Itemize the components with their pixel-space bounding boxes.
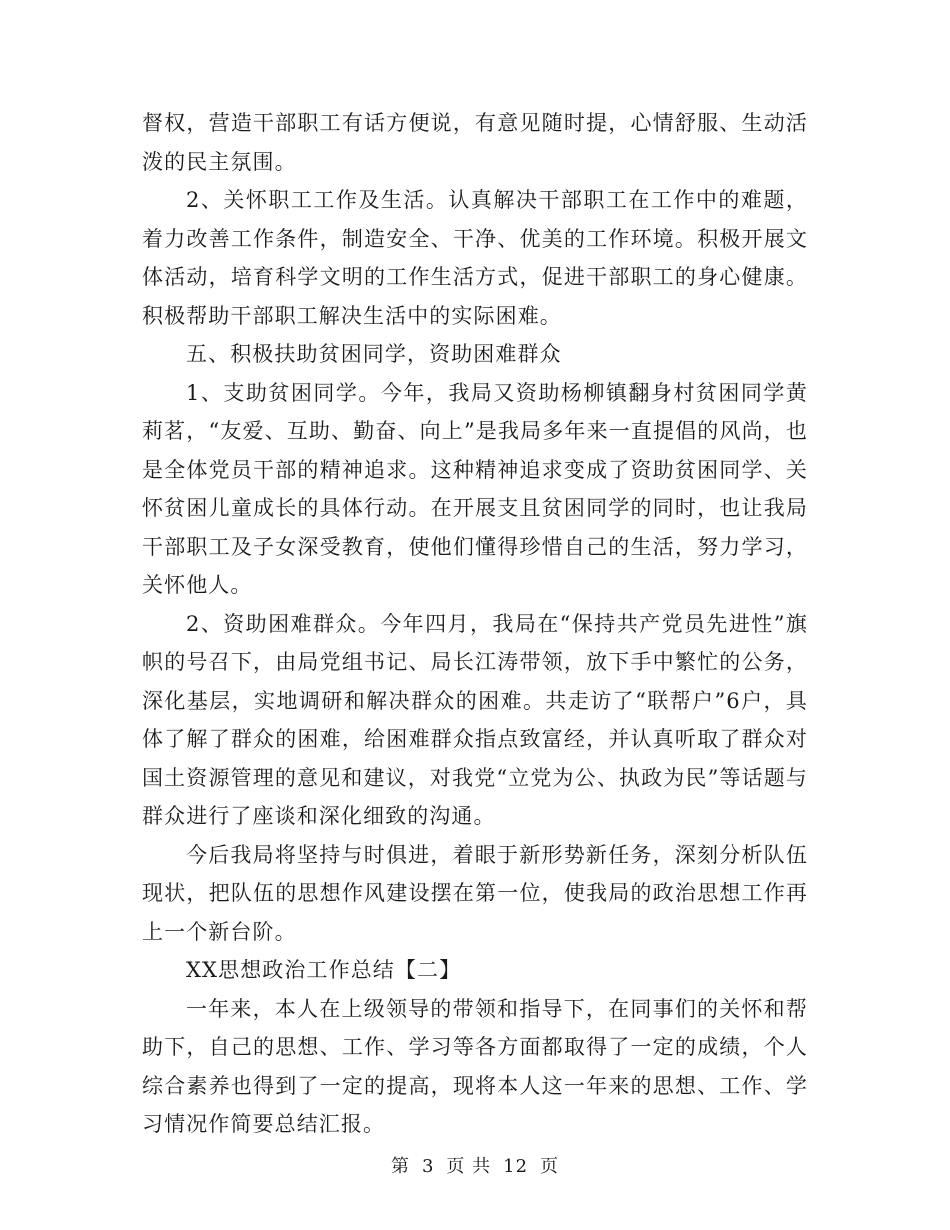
paragraph-6: 一年来，本人在上级领导的带领和指导下，在同事们的关怀和帮助下，自己的思想、工作、学习等各方面都取得了一定的成绩，个人综合素养也得到了一定的提高，现将本人这一年来的思想、工作、学习情况作简要总结汇报。 — [142, 996, 808, 1136]
section-heading-5: 五、积极扶助贫困同学，资助困难群众 — [186, 342, 562, 366]
paragraph-3: 1、支助贫困同学。今年，我局又资助杨柳镇翻身村贫困同学黄莉茗，“友爱、互助、勤奋、向上”是我局多年来一直提倡的风尚，也是全体党员干部的精神追求。这种精神追求变成了资助贫困同学、关怀贫困儿童成长的具体行动。在开展支且贫困同学的同时，也让我局干部职工及子女深受教育，使他们懂得珍惜自己的生活，努力学习，关怀他人。 — [142, 380, 808, 597]
paragraph-1: 督权，营造干部职工有话方便说，有意见随时提，心情舒服、生动活泼的民主氛围。 — [142, 111, 808, 174]
footer-prefix: 第 — [390, 1156, 410, 1177]
paragraph-5: 今后我局将坚持与时俱进，着眼于新形势新任务，深刻分析队伍现状，把队伍的思想作风建设摆在第一位，使我局的政治思想工作再上一个新台阶。 — [142, 842, 808, 944]
footer-total-pages: 12 — [503, 1156, 529, 1177]
section-heading-2: XX思想政治工作总结【二】 — [186, 958, 462, 982]
footer-mid: 页 共 — [446, 1156, 492, 1177]
document-body — [142, 104, 808, 1144]
paragraph-2: 2、关怀职工工作及生活。认真解决干部职工在工作中的难题，着力改善工作条件，制造安全、干净、优美的工作环境。积极开展文体活动，培育科学文明的工作生活方式，促进干部职工的身心健康。积极帮助干部职工解决生活中的实际困难。 — [142, 188, 808, 328]
page-footer — [0, 1152, 950, 1178]
footer-current-page: 3 — [421, 1156, 435, 1177]
paragraph-4: 2、资助困难群众。今年四月，我局在“保持共产党员先进性”旗帜的号召下，由局党组书记、局长江涛带领，放下手中繁忙的公务，深化基层，实地调研和解决群众的困难。共走访了“联帮户”6户，具体了解了群众的困难，给困难群众指点致富经，并认真听取了群众对国土资源管理的意见和建议，对我党“立党为公、执政为民”等话题与群众进行了座谈和深化细致的沟通。 — [142, 611, 808, 828]
footer-suffix: 页 — [540, 1156, 560, 1177]
